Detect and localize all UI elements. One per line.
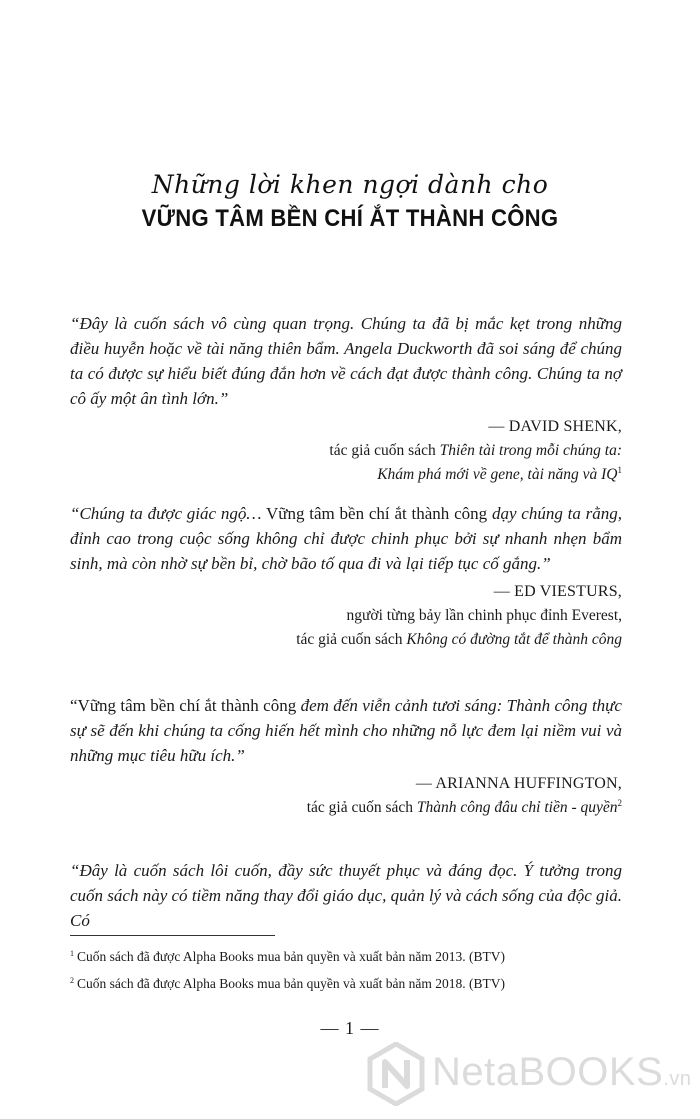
quote-text: “Đây là cuốn sách vô cùng quan trọng. Chúng ta đã bị mắc kẹt trong những điều huyễn hoặc về tài năng thiên bẩm. Angela Duckworth đã soi sáng để chúng ta có được sự hiểu biết đúng đắn hơn về cách đạt được thành công. Chúng ta nợ cô ấy một ân tình lớn.” bbox=[70, 314, 622, 408]
book-name-cont: Khám phá mới về gene, tài năng và IQ bbox=[377, 466, 618, 483]
watermark-brand: NetaBOOKS bbox=[432, 1050, 664, 1094]
author-role-prefix: tác giả cuốn sách bbox=[296, 631, 407, 648]
footnote-ref: 2 bbox=[617, 797, 622, 808]
quote-author: — ARIANNA HUFFINGTON, bbox=[415, 775, 622, 792]
footnote-number: 1 bbox=[70, 948, 74, 958]
quote-block-1 bbox=[70, 311, 622, 487]
watermark-suffix: .vn bbox=[663, 1068, 692, 1090]
footnote-ref: 1 bbox=[617, 464, 622, 475]
quote-text: “Vững tâm bền chí ắt thành công đem đến viễn cảnh tươi sáng: Thành công thực sự sẽ đến khi chúng ta cống hiến hết mình cho những nỗ lực đem lại niềm vui và những mục tiêu hữu ích.” bbox=[70, 696, 622, 765]
page-number: — 1 — bbox=[320, 1018, 380, 1038]
quote-author: — DAVID SHENK, bbox=[488, 418, 622, 435]
quote-text: “Đây là cuốn sách lôi cuốn, đầy sức thuyết phục và đáng đọc. Ý tưởng trong cuốn sách này có tiềm năng thay đổi giáo dục, quản lý và cách sống của độc giả. Có bbox=[70, 861, 622, 930]
title-script-line: Những lời khen ngợi dành cho bbox=[151, 170, 549, 199]
quote-text: “Chúng ta được giác ngộ… Vững tâm bền chí ắt thành công dạy chúng ta rằng, đỉnh cao trong cuộc sống không chỉ được chinh phục bởi sự nhanh nhẹn bẩm sinh, mà còn nhờ sự bền bỉ, chờ bão tố qua đi và lại tiếp tục cố gắng.” bbox=[70, 504, 623, 573]
quote-block-2 bbox=[70, 501, 622, 652]
book-name: Thiên tài trong mỗi chúng ta: bbox=[439, 442, 622, 459]
footnote-number: 2 bbox=[70, 975, 74, 985]
footnote-2 bbox=[70, 975, 630, 993]
book-name: Không có đường tắt để thành công bbox=[406, 631, 622, 648]
footnote-1 bbox=[70, 948, 630, 966]
author-role: người từng bảy lần chinh phục đỉnh Everest, bbox=[346, 607, 622, 624]
netabooks-logo-icon bbox=[366, 1042, 426, 1106]
author-role: tác giả cuốn sách bbox=[329, 442, 440, 459]
quote-author: — ED VIESTURS, bbox=[493, 583, 622, 600]
author-role: tác giả cuốn sách bbox=[306, 799, 417, 816]
quote-block-3 bbox=[70, 693, 622, 820]
book-title: VỮNG TÂM BỀN CHÍ ẮT THÀNH CÔNG bbox=[141, 205, 559, 232]
quote-block-4 bbox=[70, 858, 622, 933]
footnote-text: Cuốn sách đã được Alpha Books mua bản quyền và xuất bản năm 2018. (BTV) bbox=[77, 976, 505, 991]
book-name: Thành công đâu chỉ tiền - quyền bbox=[416, 799, 618, 816]
footnote-divider bbox=[70, 935, 275, 936]
footnote-text: Cuốn sách đã được Alpha Books mua bản quyền và xuất bản năm 2013. (BTV) bbox=[77, 949, 505, 964]
watermark bbox=[360, 1040, 700, 1110]
